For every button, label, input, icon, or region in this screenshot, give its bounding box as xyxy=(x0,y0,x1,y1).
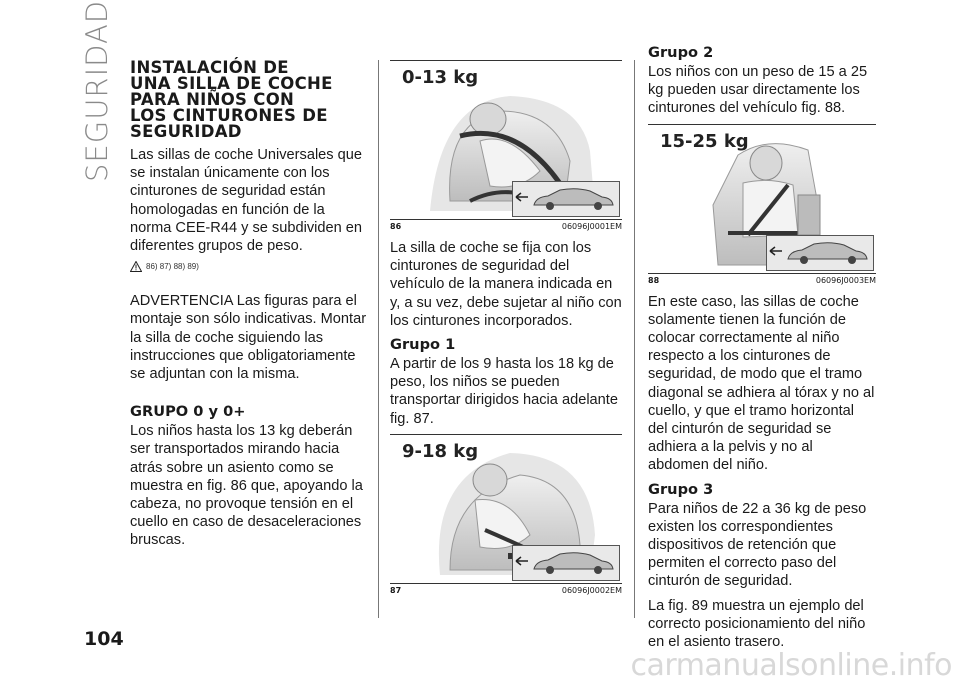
group3-paragraph: Para niños de 22 a 36 kg de peso existen los correspondientes dispositivos de retención que permiten el correcto paso del cinturón de seguridad. xyxy=(648,500,867,590)
group1-paragraph: A partir de los 9 hasta los 18 kg de peso, los niños se pueden transportar dirigidos hacia adelante fig. 87. xyxy=(390,356,618,427)
warning-triangle-icon xyxy=(130,261,142,272)
figure-caption xyxy=(390,220,622,231)
watermark: carmanualsonline.info xyxy=(630,648,952,683)
figure-87 xyxy=(390,435,622,584)
figure-number: 87 xyxy=(390,585,402,595)
column-divider xyxy=(378,60,379,618)
figure-weight-label: 0-13 kg xyxy=(402,67,479,88)
column-2 xyxy=(390,60,622,603)
seat-fixing-paragraph: La silla de coche se fija con los cinturones de seguridad del vehículo de la manera indicada en y, a su vez, debe sujetar al niño con los cinturones incorporados. xyxy=(390,240,622,329)
warning-references xyxy=(130,261,368,272)
figure-weight-label: 15-25 kg xyxy=(660,130,749,152)
advertencia-paragraph: ADVERTENCIA Las figuras para el montaje son sólo indicativas. Montar la silla de coche siguiendo las instrucciones que obligatoriamente se adjuntan con la misma. xyxy=(130,293,367,383)
fig89-paragraph: La fig. 89 muestra un ejemplo del correcto posicionamiento del niño en el asiento trasero. xyxy=(648,597,866,651)
intro-paragraph: Las sillas de coche Universales que se instalan únicamente con los cinturones de seguridad están homologadas en función de la norma CEE-R44 y se subdividen en diferentes grupos de peso. xyxy=(130,147,363,255)
group1-heading: Grupo 1 xyxy=(390,336,456,354)
figure-88 xyxy=(648,125,876,274)
page-number: 104 xyxy=(84,628,124,650)
group0-heading: GRUPO 0 y 0+ xyxy=(130,403,246,421)
group2-heading: Grupo 2 xyxy=(648,44,714,61)
column-divider xyxy=(634,60,635,618)
booster-paragraph: En este caso, las sillas de coche solamente tienen la función de colocar correctamente al niño respecto a los cinturones de seguridad, de modo que el tramo diagonal se adhiera al tórax y no al cuello, y que el tramo horizontal del cinturón de seguridad se adhiera a la pelvis y no al abdomen del niño. xyxy=(648,293,875,474)
figure-caption xyxy=(390,584,622,595)
section-tab: SEGURIDAD xyxy=(80,0,114,182)
column-1 xyxy=(130,60,368,556)
car-direction-icon xyxy=(512,181,620,217)
figure-weight-label: 9-18 kg xyxy=(402,440,479,462)
warning-refs-text: 86) 87) 88) 89) xyxy=(146,262,199,272)
figure-code: 06096J0001EM xyxy=(561,222,622,231)
group2-paragraph: Los niños con un peso de 15 a 25 kg pueden usar directamente los cinturones del vehículo fig. 88. xyxy=(648,64,868,117)
figure-caption xyxy=(648,274,876,285)
page-title: INSTALACIÓN DE UNA SILLA DE COCHE PARA NIÑOS CON LOS CINTURONES DE SEGURIDAD xyxy=(130,58,333,141)
group0-paragraph: Los niños hasta los 13 kg deberán ser transportados mirando hacia atrás sobre un asiento como se muestra en fig. 86 que, apoyando la cabeza, no provoque tensión en el cuello en caso de desaceleraciones bruscas. xyxy=(130,423,363,549)
group3-heading: Grupo 3 xyxy=(648,480,714,498)
car-direction-icon xyxy=(766,235,874,271)
figure-code: 06096J0003EM xyxy=(815,275,876,285)
figure-number: 86 xyxy=(390,222,402,231)
figure-code: 06096J0002EM xyxy=(561,585,622,595)
column-3 xyxy=(648,44,876,657)
figure-86 xyxy=(390,61,622,220)
figure-number: 88 xyxy=(648,275,660,285)
car-direction-icon xyxy=(512,545,620,581)
